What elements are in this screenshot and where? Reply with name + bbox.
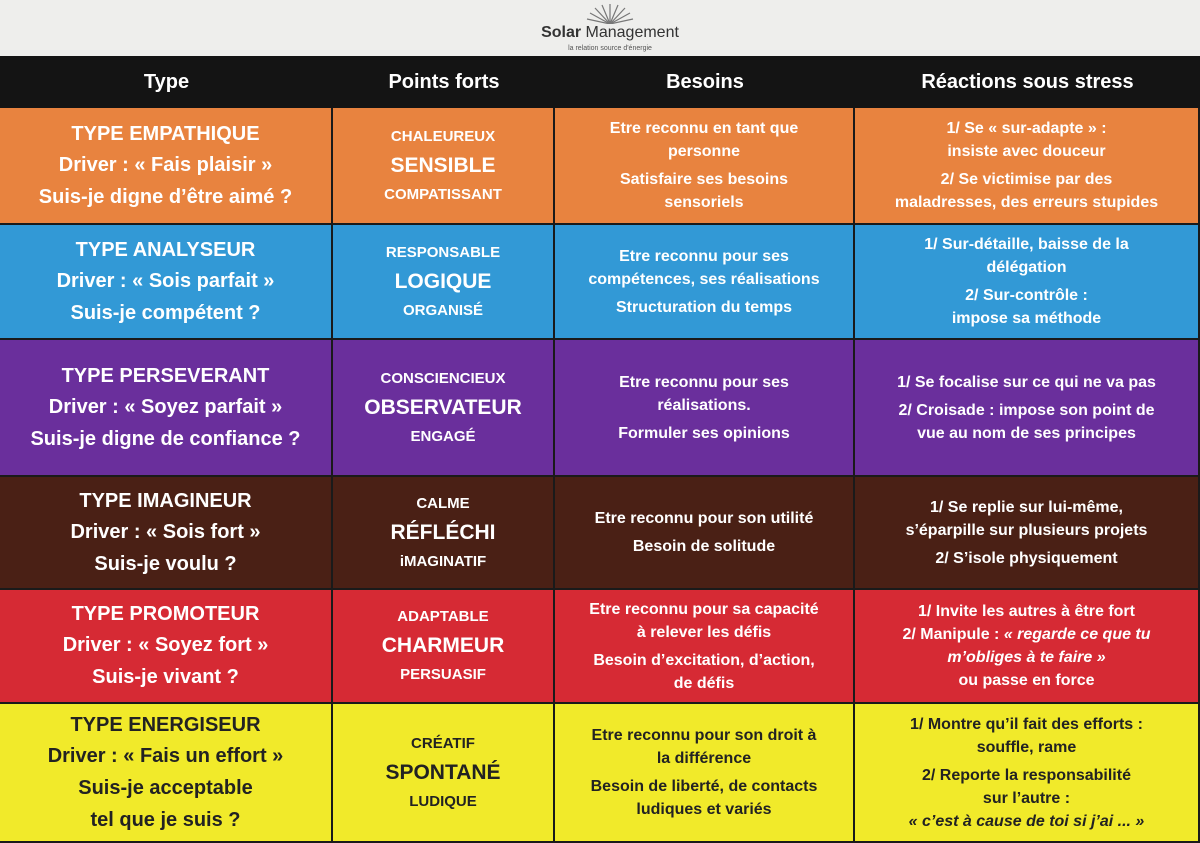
type-cell-energiseur [0,704,333,843]
besoin-line: Etre reconnu en tant que [609,120,799,137]
type-question: Suis-je compétent ? [70,301,261,324]
point-fort: LUDIQUE [409,792,477,810]
besoin-line: personne [667,143,740,160]
reaction-line: maladresses, des erreurs stupides [894,194,1159,211]
reaction-quote: m’obliges à te faire » [947,649,1106,666]
reactions-cell-perseverant [855,340,1200,477]
reaction-line: ou passe en force [958,672,1095,689]
reactions-cell-promoteur [855,590,1200,704]
reaction-line: 1/ Se « sur-adapte » : [946,120,1107,137]
besoin-line: Besoin d’excitation, d’action, [593,651,815,669]
besoin-line: Etre reconnu pour sa capacité [589,600,819,618]
point-fort: CHALEUREUX [390,127,496,145]
points-cell-analyseur [333,225,555,340]
reaction-line: insiste avec douceur [947,143,1106,160]
reaction-line: délégation [986,259,1067,276]
besoin-line: compétences, ses réalisations [588,270,820,288]
reaction-line: impose sa méthode [951,310,1102,327]
besoin-line: Etre reconnu pour ses [619,373,789,391]
logo-tagline: la relation source d'énergie [568,45,652,52]
type-cell-empathique [0,108,333,225]
type-question: Suis-je acceptable [78,776,253,799]
point-fort-main: SPONTANÉ [385,760,501,784]
type-question: Suis-je digne d’être aimé ? [38,185,293,208]
point-fort: CRÉATIF [411,734,475,752]
header-reactions: Réactions sous stress [921,70,1134,93]
besoin-line: Besoin de liberté, de contacts [590,778,818,795]
type-question: Suis-je vivant ? [92,666,239,688]
header-points-forts: Points forts [388,70,500,93]
type-cell-promoteur [0,590,333,704]
type-question: Suis-je digne de confiance ? [30,427,301,450]
points-cell-perseverant [333,340,555,477]
type-cell-perseverant [0,340,333,477]
point-fort: COMPATISSANT [384,185,502,203]
besoins-cell-energiseur [555,704,855,843]
type-question: tel que je suis ? [90,808,241,831]
reaction-line: souffle, rame [976,738,1077,756]
besoin-line: la différence [656,750,752,767]
reaction-line: 1/ Sur-détaille, baisse de la [924,236,1129,253]
besoin-line: ludiques et variés [636,801,772,818]
reactions-cell-empathique [855,108,1200,225]
point-fort: PERSUASIF [400,666,486,683]
besoin-line: Satisfaire ses besoins [619,171,789,188]
type-title: TYPE PERSEVERANT [61,364,270,387]
besoin-line: à relever les défis [636,623,772,641]
point-fort: CALME [416,494,470,512]
reaction-line: 2/ Sur-contrôle : [965,287,1088,304]
solar-management-logo [530,2,690,56]
points-cell-imagineur [333,477,555,590]
points-cell-energiseur [333,704,555,843]
point-fort: iMAGINATIF [399,552,487,570]
besoin-line: Formuler ses opinions [618,424,790,442]
reaction-line: s’éparpille sur plusieurs projets [905,521,1148,539]
besoins-cell-promoteur [555,590,855,704]
besoin-line: réalisations. [657,396,751,414]
point-fort: CONSCIENCIEUX [380,369,506,387]
besoins-cell-empathique [555,108,855,225]
besoins-cell-analyseur [555,225,855,340]
header-type: Type [143,70,190,93]
point-fort: ORGANISÉ [402,301,483,319]
besoin-line: Besoin de solitude [632,538,776,555]
personality-types-table [0,56,1200,843]
reaction-line: 2/ S’isole physiquement [935,549,1118,567]
reaction-line: 1/ Se replie sur lui-même, [930,498,1123,516]
type-driver: Driver : « Sois fort » [70,520,261,543]
type-title: TYPE PROMOTEUR [71,603,260,625]
reaction-plain: 2/ Manipule : [902,626,1004,643]
reaction-line [902,623,1150,646]
point-fort: ADAPTABLE [397,608,489,625]
reactions-cell-imagineur [855,477,1200,590]
type-driver: Driver : « Soyez parfait » [48,395,283,418]
besoin-line: Etre reconnu pour son droit à [591,727,817,744]
type-title: TYPE ENERGISEUR [70,713,261,736]
reaction-quote: « regarde ce que tu [1003,626,1151,643]
sun-rays-icon [585,2,635,24]
type-title: TYPE ANALYSEUR [75,238,256,261]
reaction-line: 2/ Croisade : impose son point de [898,401,1155,419]
besoin-line: Etre reconnu pour son utilité [594,510,814,527]
logo-brand [530,24,690,42]
type-question: Suis-je voulu ? [94,552,237,575]
reaction-line: sur l’autre : [982,789,1071,807]
besoin-line: sensoriels [664,194,744,211]
type-driver: Driver : « Fais un effort » [47,744,284,767]
type-cell-imagineur [0,477,333,590]
header-besoins: Besoins [666,70,744,93]
reaction-line: 2/ Se victimise par des [940,171,1113,188]
besoin-line: Etre reconnu pour ses [619,247,789,265]
type-title: TYPE IMAGINEUR [79,489,252,512]
reaction-line: 1/ Invite les autres à être fort [918,603,1135,620]
besoin-line: Structuration du temps [615,298,792,316]
logo-brand-regular: Management [581,24,679,41]
point-fort-main: OBSERVATEUR [364,395,522,419]
besoin-line: de défis [673,674,735,692]
reaction-line: 1/ Se focalise sur ce qui ne va pas [897,373,1156,391]
type-driver: Driver : « Sois parfait » [56,269,275,292]
point-fort-main: SENSIBLE [390,153,496,177]
type-driver: Driver : « Fais plaisir » [58,153,273,176]
point-fort-main: CHARMEUR [381,634,505,657]
type-title: TYPE EMPATHIQUE [71,122,260,145]
point-fort-main: LOGIQUE [394,269,492,293]
points-cell-empathique [333,108,555,225]
reactions-cell-energiseur [855,704,1200,843]
logo-brand-bold: Solar [541,24,582,41]
reaction-line: 1/ Montre qu’il fait des efforts : [910,715,1143,733]
reaction-quote: « c’est à cause de toi si j’ai ... » [908,812,1145,830]
point-fort: ENGAGÉ [410,427,476,445]
besoins-cell-imagineur [555,477,855,590]
type-cell-analyseur [0,225,333,340]
point-fort: RESPONSABLE [385,243,501,261]
reaction-line: vue au nom de ses principes [917,424,1136,442]
point-fort-main: RÉFLÉCHI [390,520,496,544]
reactions-cell-analyseur [855,225,1200,340]
reaction-line: 2/ Reporte la responsabilité [922,766,1131,784]
type-driver: Driver : « Soyez fort » [62,634,269,656]
besoins-cell-perseverant [555,340,855,477]
points-cell-promoteur [333,590,555,704]
